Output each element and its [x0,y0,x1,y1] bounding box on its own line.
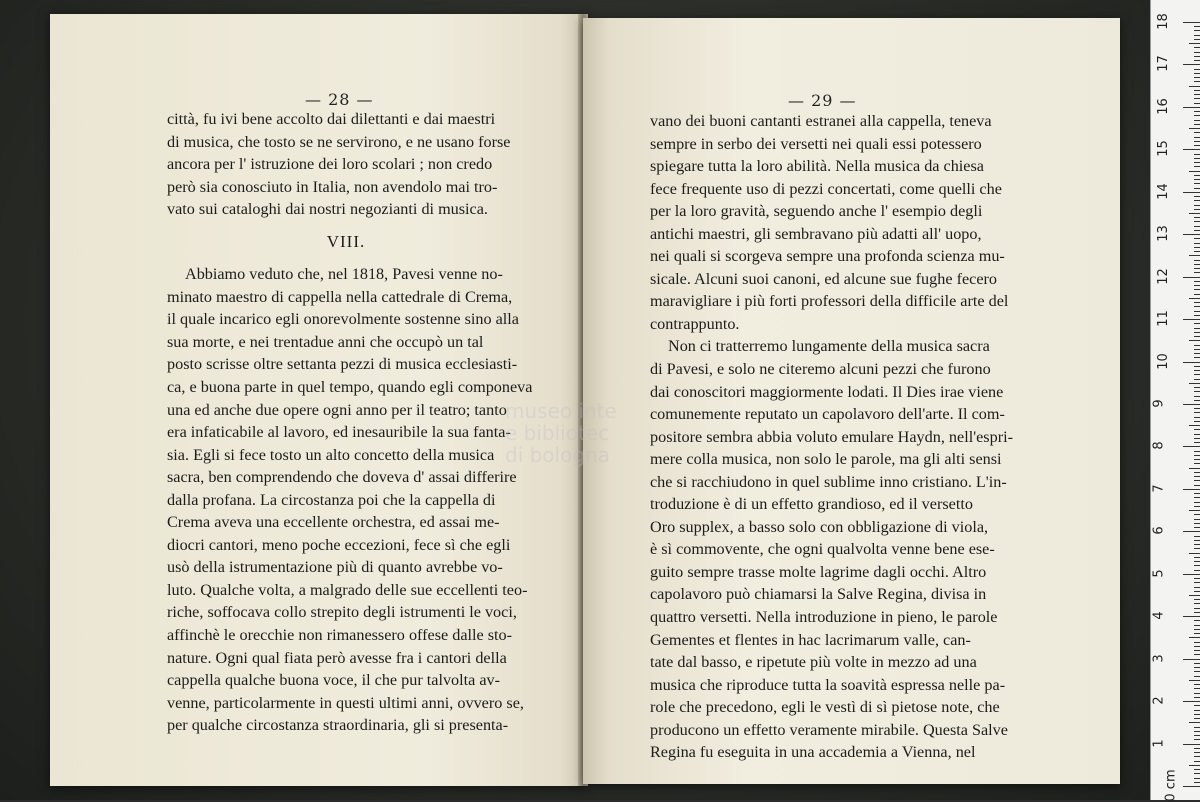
ruler-tick [1194,103,1200,104]
ruler-number: 17 [1155,55,1171,73]
ruler-tick [1194,591,1200,592]
ruler-tick [1194,115,1200,116]
ruler-tick [1194,366,1200,367]
ruler-tick [1194,544,1200,545]
ruler-tick [1194,667,1200,668]
ruler-tick [1194,260,1200,261]
text-line: Non ci tratterremo lungamente della musica sacra [668,337,990,356]
ruler-tick [1194,773,1200,774]
ruler-tick [1189,680,1200,681]
text-line: il quale incarico egli onorevolmente sostenne sino alla [167,310,519,329]
text-line: spiegare tutta la loro abilità. Nella musica da chiesa [650,157,984,176]
left-page [50,14,586,786]
ruler-tick [1194,769,1200,770]
ruler-tick [1189,340,1200,341]
ruler-tick [1194,718,1200,719]
ruler-tick [1189,128,1200,129]
ruler-tick [1194,684,1200,685]
ruler-tick [1194,94,1200,95]
text-line: venne, particolarmente in questi ultimi anni, ovvero se, [167,693,524,712]
text-line: luto. Qualche volta, a malgrado delle sue eccellenti teo- [167,580,528,599]
text-line: di Pavesi, e solo ne citeremo alcuni pezzi che furono [650,360,991,379]
ruler-number: 0 cm [1163,769,1179,802]
ruler-tick [1189,765,1200,766]
watermark-line: di bologna [505,443,610,467]
ruler-tick [1194,349,1200,350]
text-line: vato sui cataloghi dai nostri negozianti di musica. [167,200,488,219]
ruler-tick [1194,629,1200,630]
watermark-line: museo inte [505,399,617,423]
text-line: che si racchiudono in quel sublime inno cristiano. L'in- [650,472,1007,491]
text-line: Gementes et flentes in hac lacrimarum valle, can- [650,630,971,649]
ruler-tick [1194,688,1200,689]
ruler-tick [1194,442,1200,443]
ruler-number: 14 [1155,182,1171,200]
ruler-tick [1194,599,1200,600]
ruler-tick [1189,86,1200,87]
ruler-tick [1194,56,1200,57]
ruler-tick [1183,489,1200,490]
page-number-right: — 29 — [788,91,857,110]
ruler-tick [1194,697,1200,698]
ruler-number: 2 [1151,696,1167,705]
ruler-tick [1194,459,1200,460]
ruler-tick [1194,47,1200,48]
text-line: musica che riproduce tutta la soavità espressa nelle pa- [650,675,1006,694]
ruler-tick [1194,391,1200,392]
text-line: mere colla musica, non solo le parole, ma gli alti sensi [650,450,1002,469]
ruler-tick [1194,582,1200,583]
text-line: una ed anche due opere ogni anno per il teatro; tanto [167,400,507,419]
text-line: usò della istrumentazione più di quanto avrebbe vo- [167,558,503,577]
ruler-tick [1189,383,1200,384]
text-line: Regina fu eseguita in una accademia a Vienna, nel [650,743,976,762]
text-line: tate dal basso, e ripetute più volte in mezzo ad una [650,653,977,672]
ruler-tick [1194,73,1200,74]
measuring-ruler [1150,0,1200,800]
ruler-tick [1194,756,1200,757]
ruler-tick [1189,298,1200,299]
ruler-tick [1194,166,1200,167]
ruler-tick [1194,705,1200,706]
ruler-number: 13 [1155,225,1171,242]
text-line: cappella qualche buona voce, il che pur talvolta av- [167,671,501,690]
ruler-tick [1194,77,1200,78]
text-line: sacra, ben comprendendo che doveva d' assai differire [167,468,517,487]
ruler-tick [1194,650,1200,651]
ruler-tick [1194,357,1200,358]
ruler-tick [1194,654,1200,655]
text-line: sempre in serbo dei versetti nei quali essi potessero [650,134,982,153]
text-line: quattro versetti. Nella introduzione in pieno, le parole [650,608,998,627]
ruler-tick [1183,107,1200,108]
ruler-tick [1194,281,1200,282]
ruler-tick [1183,64,1200,65]
ruler-tick [1194,514,1200,515]
ruler-tick [1194,417,1200,418]
ruler-tick [1194,336,1200,337]
ruler-tick [1194,132,1200,133]
text-line: fece frequente uso di pezzi concertati, come quelli che [650,179,1002,198]
text-line: sua morte, e nei trentadue anni che occupò un tal [167,332,484,351]
ruler-number: 10 [1155,352,1171,370]
ruler-tick [1194,778,1200,779]
ruler-number: 4 [1151,611,1167,620]
text-line: dalla profana. La circostanza poi che la cappella di [167,490,496,509]
text-line: di musica, che tosto se ne servirono, e ne usano forse [167,132,511,151]
ruler-tick [1189,468,1200,469]
ruler-tick [1183,659,1200,660]
ruler-tick [1194,230,1200,231]
ruler-tick [1194,205,1200,206]
ruler-tick [1194,124,1200,125]
ruler-tick [1189,255,1200,256]
section-heading [167,231,525,254]
ruler-tick [1183,149,1200,150]
ruler-tick [1183,574,1200,575]
ruler-tick [1189,213,1200,214]
ruler-tick [1194,302,1200,303]
ruler-tick [1194,429,1200,430]
ruler-tick [1194,727,1200,728]
ruler-tick [1194,226,1200,227]
right-page-text [650,110,1020,764]
ruler-tick [1194,540,1200,541]
ruler-tick [1194,421,1200,422]
ruler-tick [1194,739,1200,740]
ruler-tick [1194,612,1200,613]
text-line: sicale. Alcuni suoi canoni, ed alcune sue fughe fecero [650,269,997,288]
ruler-number: 8 [1151,441,1167,451]
ruler-tick [1194,35,1200,36]
ruler-tick [1194,761,1200,762]
ruler-tick [1194,370,1200,371]
text-line: contrappunto. [650,314,740,333]
ruler-tick [1194,408,1200,409]
ruler-number: 5 [1151,569,1167,578]
ruler-tick [1194,693,1200,694]
ruler-tick [1194,90,1200,91]
ruler-tick [1194,434,1200,435]
ruler-tick [1194,502,1200,503]
ruler-tick [1194,485,1200,486]
ruler-tick [1194,374,1200,375]
ruler-tick [1194,748,1200,749]
ruler-tick [1194,561,1200,562]
text-line: role che precedono, egli le vestì di sì pietose note, che [650,698,1000,717]
watermark-line: e bibliotec [505,421,610,445]
ruler-tick [1183,744,1200,745]
ruler-tick [1194,480,1200,481]
text-line: per la loro gravità, seguendo anche l' esempio degli [650,202,983,221]
ruler-tick [1194,247,1200,248]
ruler-tick [1194,120,1200,121]
ruler-tick [1194,238,1200,239]
ruler-tick [1194,633,1200,634]
text-line: antichi maestri, gli sembravano più adatti all' uopo, [650,224,982,243]
text-line: è sì commovente, che ogni qualvolta venne bene ese- [650,540,995,559]
ruler-tick [1194,217,1200,218]
ruler-tick [1183,319,1200,320]
ruler-tick [1183,192,1200,193]
ruler-tick [1194,175,1200,176]
text-line: minato maestro di cappella nella cattedrale di Crema, [167,287,513,306]
text-line: troduzione è di un effetto grandioso, ed il versetto [650,495,973,514]
text-line: sia. Egli si fece tosto un alto concetto della musica [167,445,495,464]
ruler-tick [1194,145,1200,146]
ruler-number: 3 [1151,654,1167,663]
text-line: ca, e buona parte in quel tempo, quando egli componeva [167,378,533,397]
text-line: era infaticabile al lavoro, ed inesauribile la sua fanta- [167,423,511,442]
ruler-tick [1194,154,1200,155]
ruler-tick [1189,722,1200,723]
text-line: per qualche circostanza straordinaria, gli si presenta- [167,716,509,735]
right-page [583,18,1120,784]
text-line: comunemente reputato un capolavoro dell'arte. Il com- [650,405,1005,424]
ruler-tick [1194,527,1200,528]
ruler-tick [1194,306,1200,307]
ruler-tick [1194,735,1200,736]
ruler-tick [1194,506,1200,507]
ruler-tick [1194,243,1200,244]
left-page-text [167,108,533,737]
ruler-number: 11 [1155,310,1171,327]
ruler-tick [1183,277,1200,278]
text-line: ancora per l' istruzione dei loro scolari ; non credo [167,155,493,174]
text-line: producono un effetto veramente mirabile. Questa Salve [650,720,1008,739]
ruler-tick [1194,311,1200,312]
ruler-number: 12 [1155,267,1171,285]
ruler-tick [1194,752,1200,753]
ruler-tick [1194,162,1200,163]
ruler-number: 16 [1155,98,1171,115]
ruler-tick [1194,671,1200,672]
ruler-tick [1194,315,1200,316]
ruler-tick [1194,710,1200,711]
ruler-tick [1194,39,1200,40]
ruler-tick [1194,221,1200,222]
ruler-tick [1194,69,1200,70]
ruler-tick [1183,786,1200,787]
ruler-tick [1183,616,1200,617]
text-line: maravigliare i più forti professori della difficile arte del [650,292,1009,311]
text-line: riche, soffocava collo strepito degli istrumenti le voci, [167,603,517,622]
ruler-tick [1189,595,1200,596]
ruler-tick [1194,264,1200,265]
ruler-tick [1194,578,1200,579]
text-line: positore sembra abbia voluto emulare Haydn, nell'espri- [650,427,1013,446]
text-line: affinchè le orecchie non rimanessero offese dalle sto- [167,626,513,645]
ruler-tick [1194,519,1200,520]
ruler-tick [1194,387,1200,388]
ruler-tick [1194,400,1200,401]
ruler-tick [1194,111,1200,112]
ruler-tick [1194,620,1200,621]
ruler-tick [1189,425,1200,426]
ruler-tick [1189,510,1200,511]
ruler-tick [1194,158,1200,159]
ruler-tick [1183,701,1200,702]
text-line: diocri cantori, meno poche eccezioni, fece sì che egli [167,535,511,554]
ruler-tick [1194,603,1200,604]
ruler-tick [1194,294,1200,295]
text-line: guito sempre trasse molte lagrime dagli occhi. Altro [650,562,987,581]
ruler-tick [1194,289,1200,290]
text-line: vano dei buoni cantanti estranei alla cappella, teneva [650,112,992,130]
ruler-tick [1194,570,1200,571]
ruler-tick [1194,476,1200,477]
ruler-tick [1194,345,1200,346]
ruler-tick [1189,43,1200,44]
ruler-tick [1194,676,1200,677]
ruler-tick [1194,472,1200,473]
ruler-tick [1194,183,1200,184]
ruler-tick [1183,22,1200,23]
ruler-tick [1194,455,1200,456]
ruler-tick [1194,557,1200,558]
ruler-tick [1194,188,1200,189]
ruler-tick [1194,98,1200,99]
text-line: nature. Ogni qual fiata però avesse fra i cantori della [167,648,507,667]
ruler-tick [1194,81,1200,82]
ruler-tick [1194,625,1200,626]
ruler-number: 7 [1151,484,1167,493]
ruler-tick [1194,714,1200,715]
ruler-tick [1194,52,1200,53]
ruler-number: 6 [1151,526,1167,535]
ruler-tick [1194,646,1200,647]
ruler-tick [1194,268,1200,269]
ruler-tick [1194,200,1200,201]
ruler-tick [1194,209,1200,210]
ruler-tick [1189,637,1200,638]
ruler-tick [1194,272,1200,273]
ruler-tick [1194,412,1200,413]
ruler-tick [1194,30,1200,31]
ruler-tick [1194,493,1200,494]
page-number-left: — 28 — [305,90,374,109]
ruler-tick [1194,396,1200,397]
text-line: capolavoro può chiamarsi la Salve Regina, divisa in [650,585,987,604]
ruler-tick [1194,663,1200,664]
ruler-tick [1194,328,1200,329]
ruler-number: 15 [1155,140,1171,158]
ruler-tick [1194,26,1200,27]
ruler-tick [1194,463,1200,464]
ruler-tick [1194,379,1200,380]
ruler-tick [1194,438,1200,439]
ruler-tick [1194,731,1200,732]
ruler-tick [1189,171,1200,172]
text-line: però sia conosciuto in Italia, non avendolo mai tro- [167,177,498,196]
text-line: città, fu ivi bene accolto dai dilettanti e dai maestri [167,110,496,128]
ruler-tick [1194,548,1200,549]
ruler-tick [1194,251,1200,252]
ruler-tick [1194,196,1200,197]
ruler-tick [1183,404,1200,405]
ruler-tick [1194,141,1200,142]
text-line: posto scrisse oltre settanta pezzi di musica ecclesiasti- [167,355,518,374]
ruler-tick [1194,565,1200,566]
text-line: Oro supplex, a basso solo con obbligazione di viola, [650,517,989,536]
text-line: Abbiamo veduto che, nel 1818, Pavesi venne no- [185,265,503,284]
ruler-number: 9 [1151,399,1167,408]
ruler-tick [1194,323,1200,324]
ruler-tick [1194,497,1200,498]
text-line: Crema aveva una eccellente orchestra, ed assai me- [167,513,500,532]
ruler-tick [1194,451,1200,452]
text-line: nei quali si scorgeva sempre una profonda scienza mu- [650,247,1005,266]
ruler-tick [1194,60,1200,61]
ruler-tick [1194,587,1200,588]
ruler-tick [1194,782,1200,783]
section-heading-text: VIII. [326,231,366,251]
ruler-tick [1189,553,1200,554]
ruler-tick [1194,608,1200,609]
ruler-tick [1183,446,1200,447]
ruler-tick [1194,353,1200,354]
ruler-number: 18 [1155,13,1171,30]
text-line: dai conoscitori maggiormente lodati. Il Dies irae viene [650,382,1004,401]
ruler-tick [1183,531,1200,532]
ruler-tick [1194,285,1200,286]
ruler-tick [1194,642,1200,643]
ruler-tick [1194,332,1200,333]
ruler-tick [1194,523,1200,524]
ruler-tick [1183,234,1200,235]
ruler-tick [1194,137,1200,138]
ruler-tick [1183,362,1200,363]
ruler-number: 1 [1151,738,1167,748]
ruler-tick [1194,536,1200,537]
ruler-tick [1194,179,1200,180]
